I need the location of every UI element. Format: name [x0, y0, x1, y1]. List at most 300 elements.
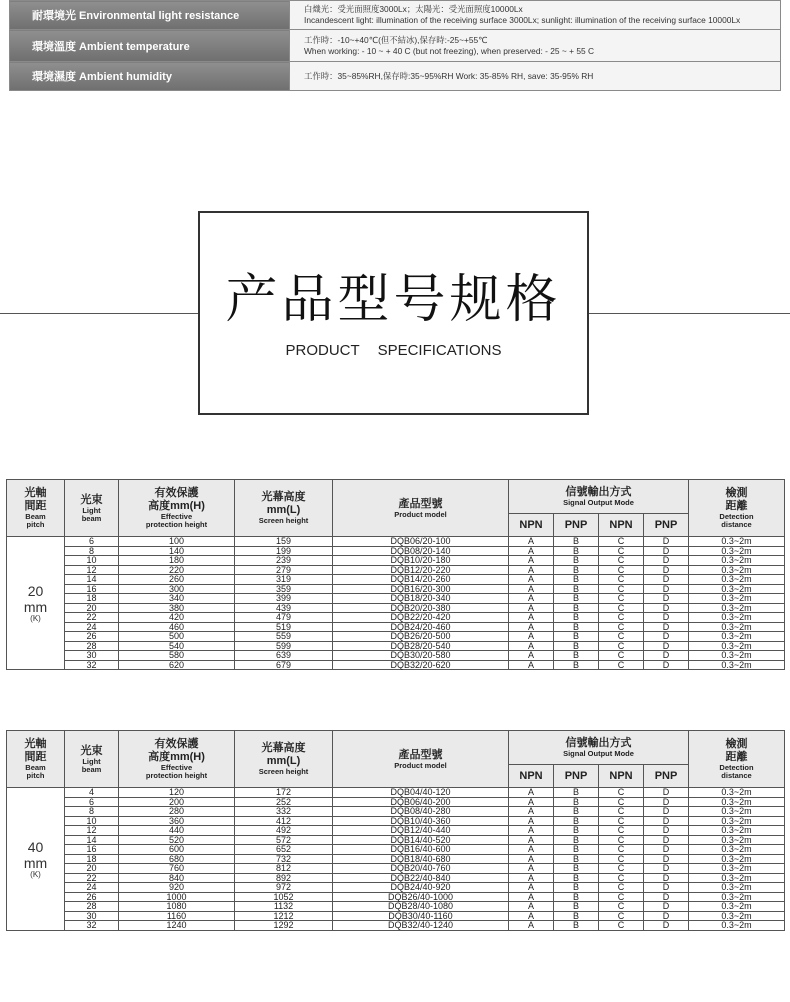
cell-screen-height: 359 [235, 584, 333, 594]
cell-signal-pnp: B [554, 816, 599, 826]
cell-protection-height: 220 [119, 565, 235, 575]
cell-signal-pnp: B [554, 613, 599, 623]
cell-product-model: DQB04/40-120 [333, 788, 509, 798]
cell-detection-distance: 0.3~2m [689, 660, 785, 670]
cell-signal-pnp-2: D [644, 613, 689, 623]
environment-row [10, 1, 781, 30]
cell-screen-height: 732 [235, 854, 333, 864]
col-beam-pitch-zh: 光軸 間距 [24, 487, 47, 512]
cell-signal-npn-2: C [599, 892, 644, 902]
cell-screen-height: 172 [235, 788, 333, 798]
cell-light-beam: 28 [65, 902, 119, 912]
table-row [7, 826, 785, 836]
table-row [7, 864, 785, 874]
heading-rule-right [589, 313, 790, 314]
cell-detection-distance: 0.3~2m [689, 594, 785, 604]
cell-protection-height: 440 [119, 826, 235, 836]
cell-protection-height: 340 [119, 594, 235, 604]
cell-signal-pnp: B [554, 921, 599, 931]
cell-screen-height: 812 [235, 864, 333, 874]
cell-protection-height: 1000 [119, 892, 235, 902]
cell-protection-height: 120 [119, 788, 235, 798]
cell-signal-pnp-2: D [644, 565, 689, 575]
cell-screen-height: 519 [235, 622, 333, 632]
cell-signal-npn: A [509, 622, 554, 632]
cell-light-beam: 18 [65, 854, 119, 864]
environment-label: 環境溫度 Ambient temperature [10, 30, 290, 62]
cell-light-beam: 20 [65, 864, 119, 874]
cell-product-model: DQB18/40-680 [333, 854, 509, 864]
cell-signal-npn-2: C [599, 660, 644, 670]
beam-pitch-unit: (K) [30, 869, 41, 879]
cell-signal-npn-2: C [599, 594, 644, 604]
header-row [7, 480, 785, 514]
col-protection-height-zh: 有效保護 高度mm(H) [148, 738, 205, 763]
cell-screen-height: 1292 [235, 921, 333, 931]
cell-signal-pnp-2: D [644, 892, 689, 902]
cell-detection-distance: 0.3~2m [689, 854, 785, 864]
cell-screen-height: 159 [235, 537, 333, 547]
cell-signal-pnp-2: D [644, 864, 689, 874]
cell-light-beam: 14 [65, 835, 119, 845]
header-row [7, 731, 785, 765]
cell-protection-height: 760 [119, 864, 235, 874]
cell-signal-npn-2: C [599, 807, 644, 817]
cell-protection-height: 1080 [119, 902, 235, 912]
cell-signal-npn: A [509, 835, 554, 845]
environment-label: 環境濕度 Ambient humidity [10, 62, 290, 91]
environment-label: 耐環境光 Environmental light resistance [10, 1, 290, 30]
cell-light-beam: 10 [65, 556, 119, 566]
cell-screen-height: 319 [235, 575, 333, 585]
cell-detection-distance: 0.3~2m [689, 788, 785, 798]
col-detection-distance-en: Detection distance [719, 763, 754, 780]
cell-signal-npn: A [509, 797, 554, 807]
cell-signal-pnp: B [554, 594, 599, 604]
cell-signal-pnp-2: D [644, 546, 689, 556]
table-row [7, 845, 785, 855]
cell-light-beam: 22 [65, 613, 119, 623]
cell-signal-npn-2: C [599, 584, 644, 594]
cell-signal-pnp-2: D [644, 641, 689, 651]
col-product-model-zh: 產品型號 [398, 497, 443, 510]
cell-signal-npn: A [509, 660, 554, 670]
table-row [7, 883, 785, 893]
cell-signal-npn-2: C [599, 883, 644, 893]
col-protection-height-en: Effective protection height [145, 512, 208, 529]
cell-light-beam: 16 [65, 845, 119, 855]
cell-product-model: DQB14/20-260 [333, 575, 509, 585]
table-row [7, 537, 785, 547]
col-screen-height [235, 731, 333, 788]
col-signal-pnp: PNP [644, 514, 689, 537]
col-product-model-en: Product model [394, 760, 447, 770]
cell-signal-pnp-2: D [644, 835, 689, 845]
cell-screen-height: 679 [235, 660, 333, 670]
cell-signal-pnp-2: D [644, 556, 689, 566]
cell-light-beam: 26 [65, 632, 119, 642]
cell-signal-pnp: B [554, 603, 599, 613]
cell-detection-distance: 0.3~2m [689, 546, 785, 556]
cell-detection-distance: 0.3~2m [689, 845, 785, 855]
cell-signal-pnp: B [554, 911, 599, 921]
cell-screen-height: 279 [235, 565, 333, 575]
cell-signal-npn-2: C [599, 921, 644, 931]
cell-light-beam: 30 [65, 651, 119, 661]
table-row [7, 788, 785, 798]
cell-detection-distance: 0.3~2m [689, 651, 785, 661]
cell-screen-height: 439 [235, 603, 333, 613]
cell-detection-distance: 0.3~2m [689, 537, 785, 547]
cell-signal-pnp: B [554, 651, 599, 661]
col-screen-height-zh: 光幕高度 mm(L) [261, 742, 306, 767]
col-light-beam-en: Light beam [81, 756, 102, 774]
cell-signal-npn-2: C [599, 537, 644, 547]
col-detection-distance [689, 480, 785, 537]
cell-signal-npn-2: C [599, 622, 644, 632]
cell-product-model: DQB26/20-500 [333, 632, 509, 642]
cell-signal-npn: A [509, 892, 554, 902]
cell-product-model: DQB26/40-1000 [333, 892, 509, 902]
cell-screen-height: 892 [235, 873, 333, 883]
cell-signal-pnp: B [554, 584, 599, 594]
table-row [7, 902, 785, 912]
cell-signal-npn: A [509, 594, 554, 604]
cell-light-beam: 10 [65, 816, 119, 826]
heading-rule-left [0, 313, 198, 314]
cell-light-beam: 24 [65, 883, 119, 893]
cell-signal-npn-2: C [599, 641, 644, 651]
cell-signal-pnp: B [554, 622, 599, 632]
cell-light-beam: 12 [65, 826, 119, 836]
cell-protection-height: 300 [119, 584, 235, 594]
cell-signal-pnp: B [554, 556, 599, 566]
cell-detection-distance: 0.3~2m [689, 603, 785, 613]
cell-product-model: DQB32/40-1240 [333, 921, 509, 931]
cell-signal-pnp-2: D [644, 854, 689, 864]
cell-signal-npn: A [509, 788, 554, 798]
cell-signal-pnp-2: D [644, 632, 689, 642]
cell-signal-pnp: B [554, 835, 599, 845]
cell-protection-height: 680 [119, 854, 235, 864]
cell-screen-height: 1052 [235, 892, 333, 902]
cell-light-beam: 18 [65, 594, 119, 604]
cell-screen-height: 239 [235, 556, 333, 566]
cell-detection-distance: 0.3~2m [689, 584, 785, 594]
cell-signal-pnp-2: D [644, 807, 689, 817]
cell-signal-npn: A [509, 603, 554, 613]
col-detection-distance-zh: 檢測 距離 [725, 738, 748, 763]
cell-signal-npn-2: C [599, 575, 644, 585]
cell-signal-pnp: B [554, 565, 599, 575]
product-spec-table [6, 730, 785, 931]
cell-detection-distance: 0.3~2m [689, 864, 785, 874]
cell-detection-distance: 0.3~2m [689, 883, 785, 893]
cell-product-model: DQB20/20-380 [333, 603, 509, 613]
cell-signal-npn-2: C [599, 911, 644, 921]
cell-signal-pnp-2: D [644, 902, 689, 912]
cell-protection-height: 600 [119, 845, 235, 855]
cell-product-model: DQB32/20-620 [333, 660, 509, 670]
cell-signal-npn-2: C [599, 835, 644, 845]
cell-product-model: DQB06/20-100 [333, 537, 509, 547]
cell-signal-npn-2: C [599, 556, 644, 566]
cell-product-model: DQB18/20-340 [333, 594, 509, 604]
cell-detection-distance: 0.3~2m [689, 556, 785, 566]
cell-signal-npn: A [509, 584, 554, 594]
cell-detection-distance: 0.3~2m [689, 613, 785, 623]
beam-pitch-value: 40 mm [23, 838, 48, 871]
beam-pitch-unit: (K) [30, 613, 41, 623]
cell-protection-height: 540 [119, 641, 235, 651]
col-screen-height [235, 480, 333, 537]
cell-screen-height: 639 [235, 651, 333, 661]
cell-product-model: DQB16/20-300 [333, 584, 509, 594]
cell-signal-pnp: B [554, 826, 599, 836]
environment-value: 工作時：-10~+40℃(但不結冰),保存時:-25~+55℃ When working: - 10 ~ + 40 C (but not freezing), when preserved: - 25 ~ + 55 C [290, 30, 781, 62]
col-light-beam-zh: 光束 [80, 493, 103, 506]
beam-pitch-cell [7, 537, 65, 670]
cell-detection-distance: 0.3~2m [689, 565, 785, 575]
cell-signal-pnp: B [554, 788, 599, 798]
environment-row [10, 62, 781, 91]
cell-screen-height: 1132 [235, 902, 333, 912]
cell-signal-npn: A [509, 816, 554, 826]
col-detection-distance-zh: 檢測 距離 [725, 487, 748, 512]
cell-signal-npn-2: C [599, 632, 644, 642]
cell-signal-npn: A [509, 911, 554, 921]
col-signal-npn: NPN [509, 765, 554, 788]
cell-signal-npn-2: C [599, 603, 644, 613]
col-signal-output-zh: 信號輸出方式 [565, 737, 632, 749]
cell-detection-distance: 0.3~2m [689, 641, 785, 651]
beam-pitch-cell [7, 788, 65, 931]
cell-signal-pnp: B [554, 546, 599, 556]
cell-detection-distance: 0.3~2m [689, 826, 785, 836]
cell-signal-pnp-2: D [644, 826, 689, 836]
cell-product-model: DQB08/40-280 [333, 807, 509, 817]
cell-signal-npn-2: C [599, 864, 644, 874]
environment-spec-table [9, 0, 781, 91]
cell-light-beam: 8 [65, 546, 119, 556]
cell-signal-npn: A [509, 537, 554, 547]
col-light-beam [65, 731, 119, 788]
section-heading-box [198, 211, 589, 415]
cell-signal-npn-2: C [599, 788, 644, 798]
cell-signal-npn: A [509, 565, 554, 575]
cell-signal-pnp-2: D [644, 845, 689, 855]
cell-signal-pnp: B [554, 660, 599, 670]
cell-product-model: DQB14/40-520 [333, 835, 509, 845]
col-signal-output [509, 731, 689, 765]
cell-signal-pnp-2: D [644, 797, 689, 807]
cell-light-beam: 32 [65, 660, 119, 670]
cell-detection-distance: 0.3~2m [689, 921, 785, 931]
cell-signal-npn: A [509, 854, 554, 864]
cell-signal-npn: A [509, 902, 554, 912]
cell-light-beam: 30 [65, 911, 119, 921]
col-beam-pitch [7, 480, 65, 537]
cell-signal-pnp-2: D [644, 622, 689, 632]
col-protection-height-zh: 有效保護 高度mm(H) [148, 487, 205, 512]
heading-title-en: PRODUCT SPECIFICATIONS [285, 342, 502, 359]
table-row [7, 632, 785, 642]
col-beam-pitch-en: Beam pitch [25, 763, 46, 780]
cell-signal-pnp: B [554, 864, 599, 874]
cell-signal-npn-2: C [599, 902, 644, 912]
cell-product-model: DQB30/40-1160 [333, 911, 509, 921]
cell-protection-height: 1160 [119, 911, 235, 921]
cell-light-beam: 16 [65, 584, 119, 594]
col-protection-height [119, 480, 235, 537]
cell-protection-height: 200 [119, 797, 235, 807]
cell-protection-height: 280 [119, 807, 235, 817]
cell-detection-distance: 0.3~2m [689, 632, 785, 642]
cell-signal-npn-2: C [599, 651, 644, 661]
cell-product-model: DQB16/40-600 [333, 845, 509, 855]
col-signal-pnp: PNP [554, 514, 599, 537]
cell-protection-height: 420 [119, 613, 235, 623]
cell-product-model: DQB10/20-180 [333, 556, 509, 566]
cell-signal-pnp: B [554, 807, 599, 817]
table-row [7, 556, 785, 566]
environment-value: 工作時：35~85%RH,保存時:35~95%RH Work: 35-85% RH, save: 35-95% RH [290, 62, 781, 91]
product-spec-table [6, 479, 785, 670]
cell-protection-height: 500 [119, 632, 235, 642]
col-signal-npn: NPN [599, 765, 644, 788]
cell-signal-npn: A [509, 807, 554, 817]
cell-signal-npn: A [509, 575, 554, 585]
cell-protection-height: 460 [119, 622, 235, 632]
cell-signal-pnp-2: D [644, 660, 689, 670]
cell-signal-npn-2: C [599, 565, 644, 575]
col-signal-pnp: PNP [644, 765, 689, 788]
cell-product-model: DQB22/20-420 [333, 613, 509, 623]
cell-signal-pnp-2: D [644, 921, 689, 931]
cell-signal-pnp: B [554, 873, 599, 883]
cell-product-model: DQB12/20-220 [333, 565, 509, 575]
cell-protection-height: 260 [119, 575, 235, 585]
cell-signal-npn-2: C [599, 845, 644, 855]
table-row [7, 921, 785, 931]
cell-light-beam: 28 [65, 641, 119, 651]
cell-light-beam: 20 [65, 603, 119, 613]
cell-light-beam: 8 [65, 807, 119, 817]
cell-signal-npn: A [509, 632, 554, 642]
cell-detection-distance: 0.3~2m [689, 902, 785, 912]
col-product-model-en: Product model [394, 509, 447, 519]
cell-light-beam: 14 [65, 575, 119, 585]
cell-signal-pnp-2: D [644, 537, 689, 547]
cell-screen-height: 252 [235, 797, 333, 807]
col-light-beam-zh: 光束 [80, 744, 103, 757]
cell-signal-pnp: B [554, 575, 599, 585]
col-protection-height-en: Effective protection height [145, 763, 208, 780]
cell-signal-npn-2: C [599, 854, 644, 864]
col-light-beam [65, 480, 119, 537]
cell-product-model: DQB28/20-540 [333, 641, 509, 651]
cell-signal-npn: A [509, 873, 554, 883]
cell-signal-pnp: B [554, 641, 599, 651]
cell-signal-npn-2: C [599, 873, 644, 883]
cell-screen-height: 332 [235, 807, 333, 817]
table-row [7, 594, 785, 604]
cell-detection-distance: 0.3~2m [689, 622, 785, 632]
cell-signal-npn-2: C [599, 613, 644, 623]
cell-product-model: DQB10/40-360 [333, 816, 509, 826]
table-row [7, 613, 785, 623]
cell-protection-height: 380 [119, 603, 235, 613]
cell-detection-distance: 0.3~2m [689, 892, 785, 902]
cell-signal-npn: A [509, 864, 554, 874]
cell-signal-npn: A [509, 845, 554, 855]
cell-light-beam: 22 [65, 873, 119, 883]
cell-screen-height: 972 [235, 883, 333, 893]
cell-screen-height: 399 [235, 594, 333, 604]
cell-signal-pnp-2: D [644, 816, 689, 826]
cell-signal-npn-2: C [599, 816, 644, 826]
cell-signal-npn-2: C [599, 546, 644, 556]
cell-detection-distance: 0.3~2m [689, 835, 785, 845]
col-signal-output-en: Signal Output Mode [563, 749, 634, 758]
cell-signal-pnp-2: D [644, 883, 689, 893]
cell-protection-height: 580 [119, 651, 235, 661]
environment-value: 白熾光：受光面照度3000Lx；太陽光：受光面照度10000Lx Incandescent light: illumination of the receiving surface 3000Lx; sunlight: illumination of the receiving surface 10000Lx [290, 1, 781, 30]
cell-product-model: DQB06/40-200 [333, 797, 509, 807]
col-beam-pitch-zh: 光軸 間距 [24, 738, 47, 763]
cell-signal-pnp: B [554, 845, 599, 855]
cell-light-beam: 12 [65, 565, 119, 575]
cell-signal-pnp: B [554, 892, 599, 902]
cell-protection-height: 100 [119, 537, 235, 547]
cell-protection-height: 180 [119, 556, 235, 566]
cell-signal-npn: A [509, 641, 554, 651]
cell-detection-distance: 0.3~2m [689, 575, 785, 585]
cell-screen-height: 572 [235, 835, 333, 845]
heading-title-cn: 产品型号规格 [225, 270, 562, 330]
cell-protection-height: 1240 [119, 921, 235, 931]
cell-signal-pnp: B [554, 632, 599, 642]
cell-protection-height: 840 [119, 873, 235, 883]
cell-protection-height: 920 [119, 883, 235, 893]
cell-signal-npn-2: C [599, 797, 644, 807]
col-product-model [333, 731, 509, 788]
cell-signal-pnp: B [554, 797, 599, 807]
cell-screen-height: 412 [235, 816, 333, 826]
cell-signal-pnp: B [554, 537, 599, 547]
col-screen-height-zh: 光幕高度 mm(L) [261, 491, 306, 516]
cell-screen-height: 599 [235, 641, 333, 651]
cell-detection-distance: 0.3~2m [689, 873, 785, 883]
col-protection-height [119, 731, 235, 788]
cell-product-model: DQB30/20-580 [333, 651, 509, 661]
col-signal-pnp: PNP [554, 765, 599, 788]
col-screen-height-en: Screen height [258, 767, 309, 776]
cell-product-model: DQB28/40-1080 [333, 902, 509, 912]
cell-signal-pnp-2: D [644, 873, 689, 883]
col-signal-output-zh: 信號輸出方式 [565, 486, 632, 498]
col-light-beam-en: Light beam [81, 505, 102, 523]
cell-protection-height: 620 [119, 660, 235, 670]
cell-screen-height: 652 [235, 845, 333, 855]
cell-product-model: DQB24/40-920 [333, 883, 509, 893]
table-row [7, 660, 785, 670]
cell-product-model: DQB08/20-140 [333, 546, 509, 556]
cell-signal-pnp-2: D [644, 603, 689, 613]
cell-signal-npn-2: C [599, 826, 644, 836]
cell-signal-pnp-2: D [644, 651, 689, 661]
col-signal-output-en: Signal Output Mode [563, 498, 634, 507]
